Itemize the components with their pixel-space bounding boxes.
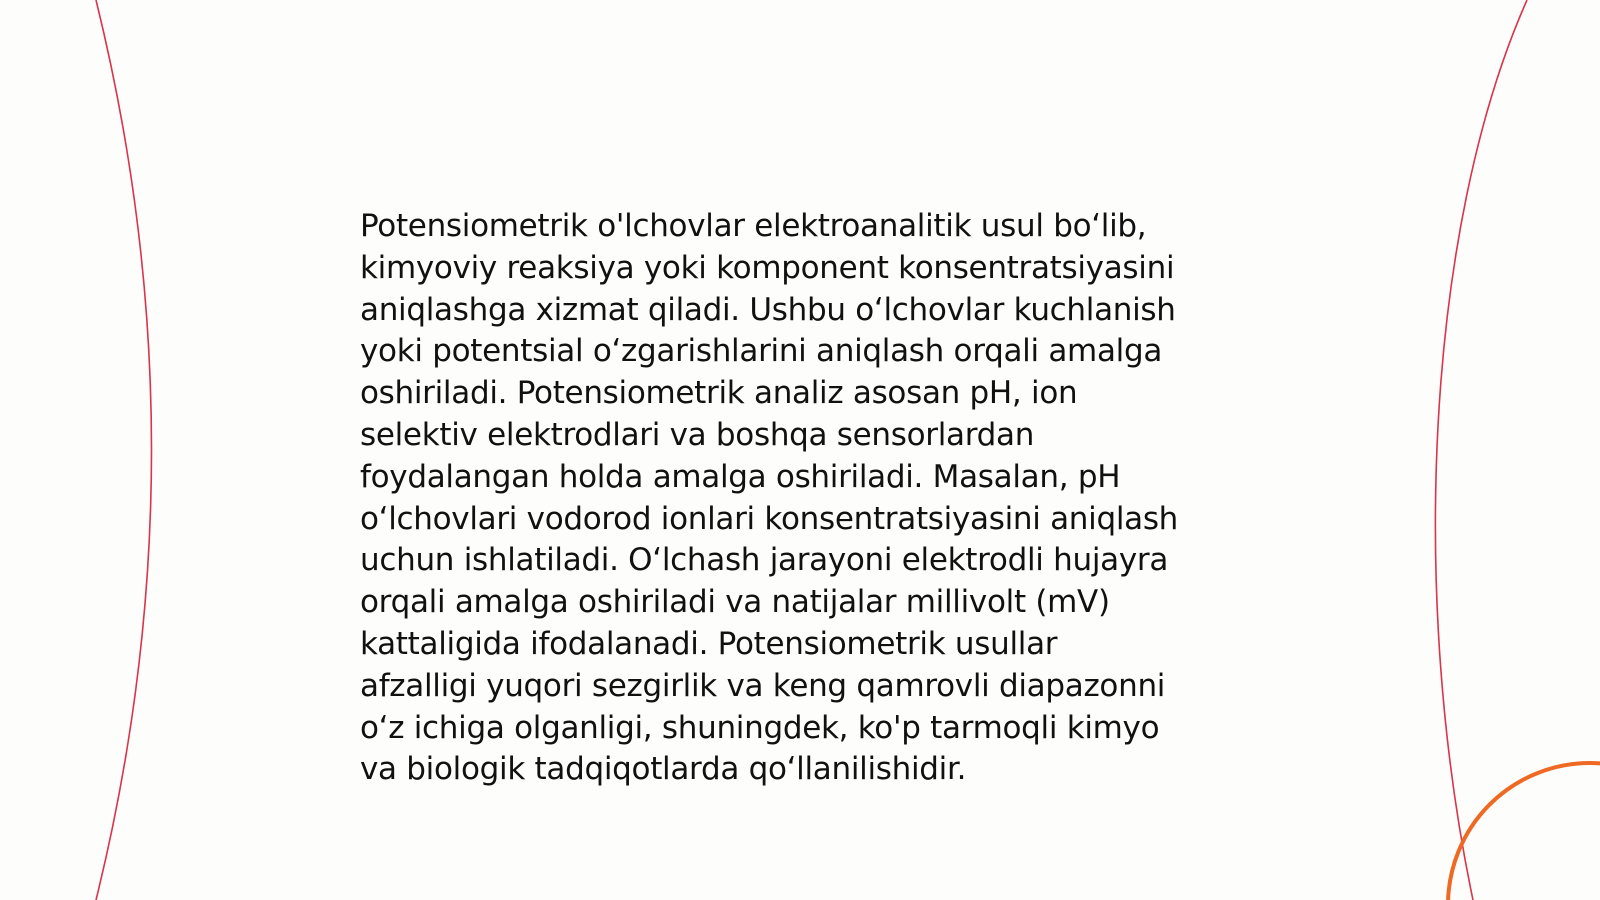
- body-line: orqali amalga oshiriladi va natijalar millivolt (mV): [360, 584, 1110, 621]
- body-line: afzalligi yuqori sezgirlik va keng qamrovli diapazonni: [360, 667, 1166, 704]
- body-line: Potensiometrik o'lchovlar elektroanalitik usul bo‘lib,: [360, 208, 1147, 244]
- body-line: oshiriladi. Potensiometrik analiz asosan pH, ion: [360, 375, 1078, 412]
- body-line: aniqlashga xizmat qiladi. Ushbu o‘lchovlar kuchlanish: [360, 291, 1176, 328]
- body-line: o‘lchovlari vodorod ionlari konsentratsiyasini aniqlash: [360, 500, 1179, 537]
- right-arc-line: [1435, 0, 1527, 900]
- body-line: uchun ishlatiladi. O‘lchash jarayoni elektrodli hujayra: [360, 542, 1169, 579]
- orange-circle-outline: [1448, 763, 1600, 900]
- body-paragraph: [360, 206, 1260, 791]
- body-line: kimyoviy reaksiya yoki komponent konsentratsiyasini: [360, 249, 1175, 286]
- body-line: selektiv elektrodlari va boshqa sensorlardan: [360, 416, 1035, 453]
- body-line: va biologik tadqiqotlarda qo‘llanilishidir.: [360, 751, 967, 788]
- body-line: yoki potentsial o‘zgarishlarini aniqlash orqali amalga: [360, 333, 1163, 370]
- body-line: foydalangan holda amalga oshiriladi. Masalan, pH: [360, 458, 1121, 495]
- body-line: o‘z ichiga olganligi, shuningdek, ko'p tarmoqli kimyo: [360, 709, 1160, 746]
- body-line: kattaligida ifodalanadi. Potensiometrik usullar: [360, 625, 1058, 662]
- left-arc-line: [96, 0, 152, 900]
